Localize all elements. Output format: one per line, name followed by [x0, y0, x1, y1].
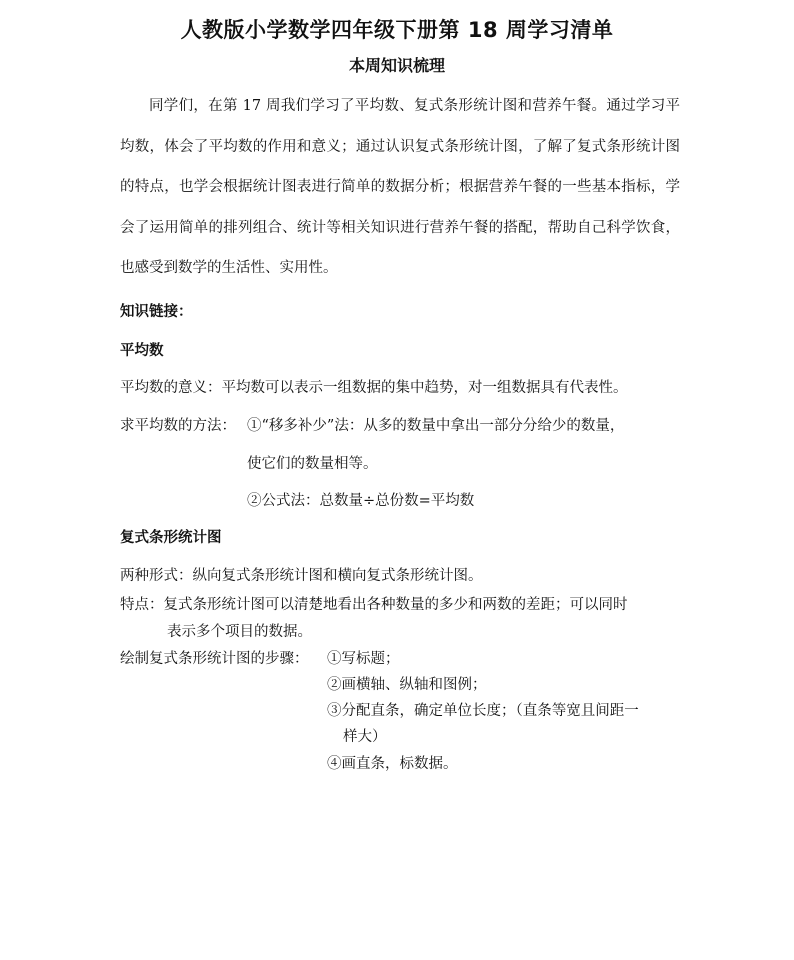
bar-chart-step-2: ②画横轴、纵轴和图例；	[327, 677, 487, 693]
bar-chart-step-3-line-1: ③分配直条，确定单位长度；（直条等宽且间距一	[327, 703, 639, 719]
section-subtitle: 本周知识梳理	[348, 56, 445, 75]
bar-chart-step-4: ④画直条，标数据。	[327, 756, 458, 772]
page-title: 人教版小学数学四年级下册第 18 周学习清单	[180, 18, 614, 42]
bar-chart-features-line-2: 表示多个项目的数据。	[167, 624, 312, 640]
average-method-1-line-2: 使它们的数量相等。	[247, 456, 378, 472]
average-heading: 平均数	[120, 343, 164, 359]
average-meaning: 平均数的意义：平均数可以表示一组数据的集中趋势，对一组数据具有代表性。	[120, 380, 628, 396]
knowledge-link-heading: 知识链接：	[120, 304, 193, 320]
bar-chart-step-3-line-2: 样大）	[343, 729, 387, 745]
bar-chart-steps-label: 绘制复式条形统计图的步骤：	[120, 651, 309, 667]
bar-chart-forms: 两种形式：纵向复式条形统计图和横向复式条形统计图。	[120, 568, 483, 584]
intro-paragraph: 同学们，在第 17 周我们学习了平均数、复式条形统计图和营养午餐。通过学习平均数，体会了平均数的作用和意义；通过认识复式条形统计图，了解了复式条形统计图的特点，也学会根据统计图表进行简单的数据分析；根据营养午餐的一些基本指标，学会了运用简单的排列组合、统计等相关知识进行营养午餐的搭配，帮助自己科学饮食，也感受到数学的生活性、实用性。	[120, 98, 680, 276]
average-method-1-line-1: ①“移多补少”法：从多的数量中拿出一部分分给少的数量，	[247, 418, 625, 434]
average-method-label: 求平均数的方法：	[120, 418, 236, 434]
bar-chart-heading: 复式条形统计图	[120, 530, 222, 546]
average-method-2: ②公式法：总数量÷总份数=平均数	[247, 493, 475, 509]
bar-chart-features-line-1: 特点：复式条形统计图可以清楚地看出各种数量的多少和两数的差距；可以同时	[120, 597, 628, 613]
bar-chart-step-1: ①写标题；	[327, 651, 400, 667]
